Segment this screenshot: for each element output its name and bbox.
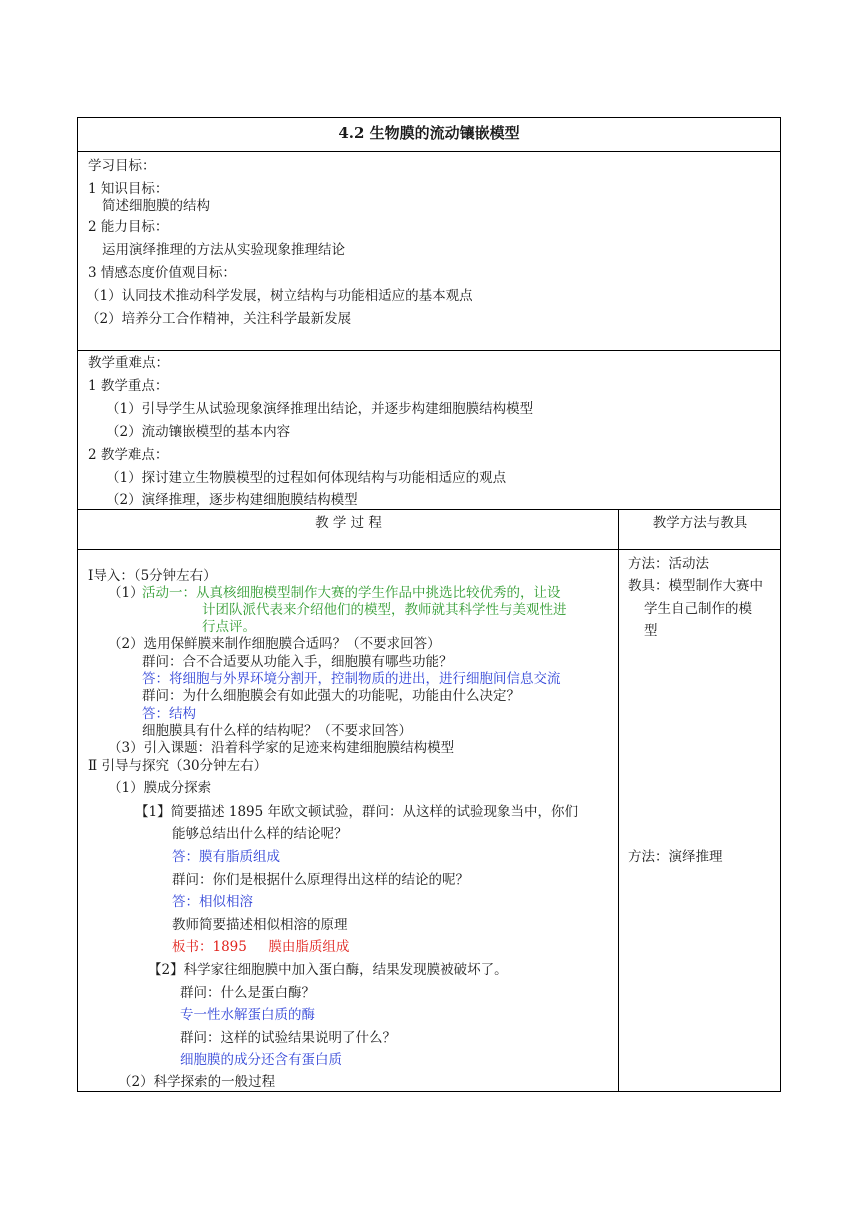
answer-text: 细胞膜的成分还含有蛋白质 [180, 1052, 342, 1068]
emotion-objective-title: 3 情感态度价值观目标： [88, 265, 236, 281]
objectives-heading: 学习目标： [88, 158, 156, 174]
divider [78, 509, 780, 510]
focus-title: 1 教学重点： [88, 378, 169, 394]
process-column-header: 教 学 过 程 [315, 515, 382, 531]
lesson-plan-table [77, 117, 781, 1092]
knowledge-objective-item: 简述细胞膜的结构 [102, 198, 210, 214]
ability-objective-title: 2 能力目标： [88, 219, 169, 235]
activity-one-text: 计团队派代表来介绍他们的模型，教师就其科学性与美观性进 [202, 602, 567, 618]
tool-item: 教具：模型制作大赛中 [628, 578, 763, 594]
method-item: 方法：演绎推理 [628, 849, 723, 865]
activity-label: （1） [108, 585, 144, 601]
focus-item: （2）流动镶嵌模型的基本内容 [106, 424, 291, 440]
divider [78, 549, 780, 550]
question-two: （2）选用保鲜膜来制作细胞膜合适吗？（不要求回答） [108, 636, 441, 652]
emotion-objective-item: （1）认同技术推动科学发展，树立结构与功能相适应的基本观点 [86, 288, 473, 304]
difficulty-item: （1）探讨建立生物膜模型的过程如何体现结构与功能相适应的观点 [106, 470, 507, 486]
difficulty-item: （2）演绎推理，逐步构建细胞膜结构模型 [106, 492, 358, 508]
tool-item: 学生自己制作的模 [644, 601, 752, 617]
method-item: 方法：活动法 [628, 556, 709, 572]
part-two-heading: Ⅱ 引导与探究（30分钟左右） [88, 758, 268, 774]
divider [78, 151, 780, 152]
answer-text: 专一性水解蛋白质的酶 [180, 1007, 315, 1023]
group-question: 群问：为什么细胞膜会有如此强大的功能呢，功能由什么决定？ [142, 688, 520, 704]
ability-objective-item: 运用演绎推理的方法从实验现象推理结论 [102, 242, 345, 258]
group-question: 群问：这样的试验结果说明了什么？ [180, 1030, 396, 1046]
question-three: （3）引入课题：沿着科学家的足迹来构建细胞膜结构模型 [108, 740, 455, 756]
question-text: 细胞膜具有什么样的结构呢？（不要求回答） [142, 723, 412, 739]
group-question: 群问：你们是根据什么原理得出这样的结论的呢？ [172, 872, 469, 888]
group-question: 群问：合不合适要从功能入手，细胞膜有哪些功能？ [142, 654, 453, 670]
methods-column-header: 教学方法与教具 [652, 515, 748, 531]
divider [78, 350, 780, 351]
step-one-text: 能够总结出什么样的结论呢？ [172, 826, 348, 842]
group-question: 群问：什么是蛋白酶？ [180, 985, 315, 1001]
answer-text: 答：相似相溶 [172, 894, 253, 910]
subsection-heading: （2）科学探索的一般过程 [118, 1074, 276, 1090]
answer-text: 答：结构 [142, 706, 196, 722]
answer-text: 答：膜有脂质组成 [172, 849, 280, 865]
focus-item: （1）引导学生从试验现象演绎推理出结论，并逐步构建细胞膜结构模型 [106, 401, 534, 417]
column-divider [618, 509, 619, 1092]
subsection-heading: （1）膜成分探索 [108, 780, 212, 796]
difficulty-title: 2 教学难点： [88, 447, 169, 463]
knowledge-objective-title: 1 知识目标： [88, 181, 169, 197]
teacher-note: 教师简要描述相似相溶的原理 [172, 917, 348, 933]
intro-heading: Ⅰ导入：（5分钟左右） [88, 568, 217, 584]
activity-one-text: 活动一：从真核细胞模型制作大赛的学生作品中挑选比较优秀的，让设 [142, 585, 561, 601]
page-title: 4.2 生物膜的流动镶嵌模型 [338, 124, 520, 142]
answer-text: 答：将细胞与外界环境分割开，控制物质的进出，进行细胞间信息交流 [142, 671, 561, 687]
tool-item: 型 [644, 623, 658, 639]
keypoints-heading: 教学重难点： [88, 355, 169, 371]
activity-one-text: 行点评。 [202, 619, 256, 635]
board-note: 板书：1895 膜由脂质组成 [172, 939, 350, 955]
step-one-text: 【1】简要描述 1895 年欧文顿试验，群问：从这样的试验现象当中，你们 [135, 804, 579, 820]
emotion-objective-item: （2）培养分工合作精神，关注科学最新发展 [86, 311, 352, 327]
step-two-text: 【2】科学家往细胞膜中加入蛋白酶，结果发现膜被破坏了。 [148, 962, 508, 978]
